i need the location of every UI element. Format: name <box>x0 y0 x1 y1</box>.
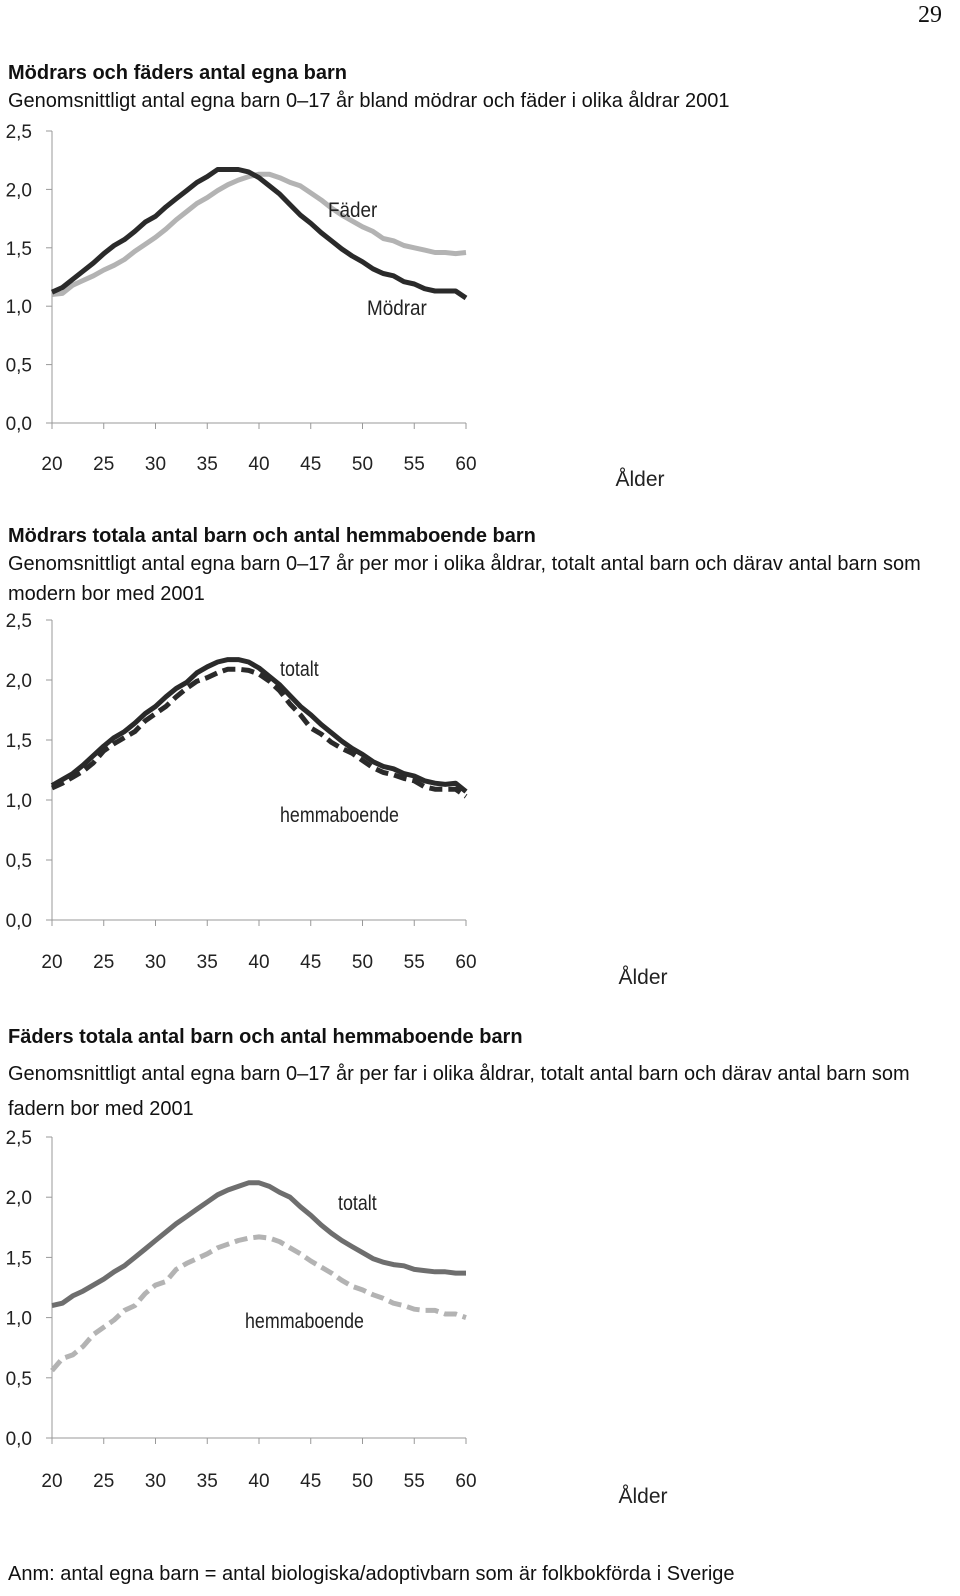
x-tick-label: 20 <box>41 1471 63 1492</box>
x-tick-label: 40 <box>248 454 270 475</box>
series-label: Mödrar <box>367 297 427 321</box>
x-tick-label: 50 <box>351 952 374 973</box>
x-tick-label: 55 <box>403 1471 425 1492</box>
x-axis-label: Ålder <box>618 966 668 989</box>
y-tick-label: 1,0 <box>5 297 32 319</box>
y-tick-label: 0,0 <box>5 1429 32 1450</box>
x-tick-label: 55 <box>403 454 425 475</box>
chart-subtitle: Genomsnittligt antal egna barn 0–17 år per mor i olika åldrar, totalt antal barn och därav antal barn som modern bor med 2001 <box>8 553 921 605</box>
chart-title: Fäders totala antal barn och antal hemmaboende barn <box>8 1026 523 1048</box>
x-tick-label: 45 <box>300 1471 322 1492</box>
x-tick-label: 40 <box>248 1471 270 1492</box>
series-label-group <box>338 1192 377 1216</box>
x-tick-label: 50 <box>351 454 374 475</box>
x-axis-label: Ålder <box>618 1485 668 1508</box>
chart-subtitle: Genomsnittligt antal egna barn 0–17 år per far i olika åldrar, totalt antal barn och därav antal barn som fadern bor med 2001 <box>8 1063 910 1120</box>
y-tick-label: 2,5 <box>5 122 32 143</box>
series-label: hemmaboende <box>280 803 399 828</box>
x-tick-label: 40 <box>248 952 270 973</box>
chart-title: Mödrars och fäders antal egna barn <box>8 62 347 84</box>
y-tick-label: 1,5 <box>5 238 32 260</box>
y-tick-label: 0,5 <box>5 1368 32 1390</box>
page-number: 29 <box>918 2 942 28</box>
x-tick-label: 35 <box>196 454 218 475</box>
x-tick-label: 20 <box>41 454 63 475</box>
x-tick-label: 30 <box>144 454 167 475</box>
chart-subtitle: Genomsnittligt antal egna barn 0–17 år bland mödrar och fäder i olika åldrar 2001 <box>8 90 730 112</box>
y-tick-label: 2,5 <box>5 1128 32 1149</box>
x-axis-label: Ålder <box>615 468 665 491</box>
y-tick-label: 0,0 <box>5 911 32 932</box>
y-tick-label: 0,5 <box>5 355 32 377</box>
y-tick-label: 2,0 <box>5 1188 32 1210</box>
y-tick-label: 2,5 <box>5 611 32 632</box>
y-tick-label: 1,5 <box>5 1248 32 1270</box>
y-tick-label: 2,0 <box>5 180 32 202</box>
series-line-1 <box>52 1237 466 1371</box>
x-tick-label: 30 <box>144 1471 167 1492</box>
footnote: Anm: antal egna barn = antal biologiska/adoptivbarn som är folkbokförda i Sverige <box>8 1563 735 1585</box>
series-label: Fäder <box>328 199 378 223</box>
x-tick-label: 25 <box>93 952 115 973</box>
x-tick-label: 45 <box>300 454 322 475</box>
x-tick-label: 60 <box>455 952 477 973</box>
x-tick-label: 20 <box>41 952 63 973</box>
series-label: hemmaboende <box>245 1309 364 1334</box>
x-tick-label: 45 <box>300 952 322 973</box>
y-tick-label: 1,0 <box>5 1308 32 1330</box>
x-tick-label: 25 <box>93 454 115 475</box>
series-label: totalt <box>280 657 319 682</box>
x-tick-label: 60 <box>455 454 477 475</box>
y-tick-label: 2,0 <box>5 671 32 692</box>
x-tick-label: 35 <box>196 952 218 973</box>
y-tick-label: 0,5 <box>5 851 32 872</box>
series-line-0 <box>52 1183 466 1306</box>
y-tick-label: 1,0 <box>5 791 32 812</box>
x-tick-label: 50 <box>351 1471 374 1492</box>
chart-title: Mödrars totala antal barn och antal hemmaboende barn <box>8 525 536 547</box>
x-tick-label: 25 <box>93 1471 115 1492</box>
x-tick-label: 60 <box>455 1471 477 1492</box>
y-tick-label: 0,0 <box>5 414 32 435</box>
x-tick-label: 55 <box>403 952 425 973</box>
x-tick-label: 35 <box>196 1471 218 1492</box>
y-tick-label: 1,5 <box>5 731 32 752</box>
series-label-group <box>245 1310 364 1334</box>
x-tick-label: 30 <box>144 952 167 973</box>
series-label: totalt <box>338 1191 377 1216</box>
